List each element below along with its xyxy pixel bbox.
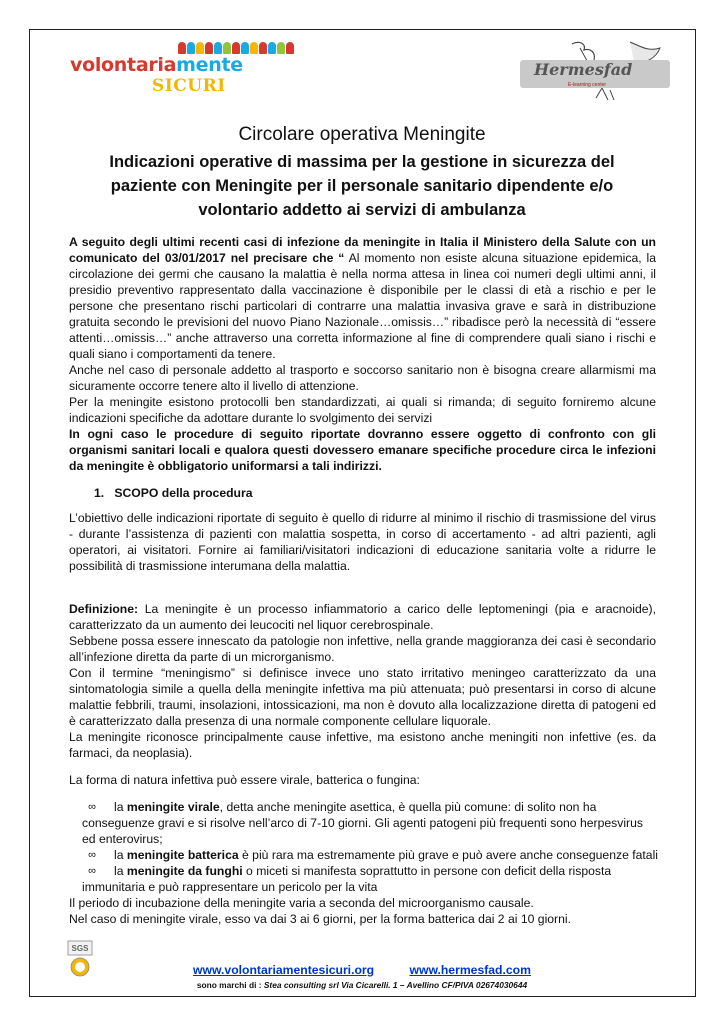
logo-word [70, 54, 243, 76]
logo-sicuri: SICURI [152, 76, 226, 96]
intro-text-1: Al momento non esiste alcuna situazione epidemica, la circolazione dei germi che causano la malattia è nella norma attesa in linea coi numeri degli ultimi anni, il presidio preventivo rappresentato dalla vaccinazione è disponibile per le classi di età a rischio e per le persone che presentano rischi particolari di contrarre una malattia invasiva grave e sarà in distribuzione gratuita secondo le previsioni del nuovo Piano Nazionale…omissis…” ribadisce però la necessità di “essere attenti…omissis…” anche attraverso una corretta informazione al fine di comprendere quali siano i rischi e quali siano i comportamenti da tenere. [69, 251, 656, 361]
section-heading-text: SCOPO della procedura [114, 486, 253, 500]
bullet-text: la [114, 848, 127, 862]
bullet-text: o miceti si manifesta soprattutto in persone con deficit della risposta [242, 864, 612, 878]
volontariamente-link[interactable]: www.volontariamentesicuri.org [193, 963, 375, 977]
footer-note [0, 980, 724, 990]
section-number: 1. [94, 486, 105, 500]
footer-note-italic: Stea consulting srl Via Cicarelli. 1 – Avellino CF/PIVA 02674030644 [263, 980, 528, 990]
volontariamente-sicuri-logo [66, 40, 256, 100]
incubation-text-2: Nel caso di meningite virale, esso va dai 3 ai 6 giorni, per la forma batterica dai 2 ai 10 giorni. [69, 912, 571, 926]
definition-label: Definizione: [69, 602, 139, 616]
hermesfad-logo [510, 38, 680, 100]
people-figures-icon [178, 42, 294, 54]
incubation-paragraph [69, 895, 656, 927]
intro-bold-end: In ogni caso le procedure di seguito riportate dovranno essere oggetto di confronto con gli organismi sanitari locali e qualora questi dovessero emanare specifiche procedure circa le infezioni da meningite è obbligatorio uniformarsi a tali indirizzi. [69, 427, 656, 473]
bullet-text: è più rara ma estremamente più grave e può avere anche conseguenze fatali [238, 848, 658, 862]
intro-bold-lead: A seguito degli ultimi recenti casi di infezione da meningite in Italia il Ministero della Salute con un comunicato del 03/01/2017 nel precisare che “ [69, 235, 656, 265]
list-item [82, 799, 662, 847]
section-1-text: L’obiettivo delle indicazioni riportate di seguito è quello di ridurre al minimo il rischio di trasmissione del virus - durante l’assistenza di pazienti con malattia sospetta, in corso di accertamento - ad altri pazienti, agli operatori, ai visitatori. Fornire ai familiari/visitatori indicazioni di educazione sanitaria volte a ridurre le possibilità di trasmissione interumana della malattia. [69, 511, 656, 573]
bullet-bold: meningite da funghi [126, 864, 243, 878]
document-title: Circolare operativa Meningite [238, 124, 486, 145]
intro-text-3: Per la meningite esistono protocolli ben standardizzati, ai quali si rimanda; di seguito forniremo alcune indicazioni specifiche da adottare durante lo svolgimento dei servizi [69, 395, 656, 425]
bullet-continuation: ed enterovirus; [82, 832, 163, 846]
definition-text-1: La meningite è un processo infiammatorio a carico delle leptomeningi (pia e aracnoide), caratterizzato da un aumento dei leucociti nel liquor cerebrospinale. [69, 602, 656, 632]
list-item [82, 847, 662, 863]
bullet-text: la [114, 800, 127, 814]
bullet-bold: meningite batterica [126, 848, 239, 862]
footer-links [0, 963, 724, 977]
incubation-text-1: Il periodo di incubazione della meningite varia a seconda del microorganismo causale. [69, 896, 534, 910]
bullet-text: , detta anche meningite asettica, è quella più comune: di solito non ha [219, 800, 597, 814]
bullet-continuation: conseguenze gravi e si risolve nell’arco di 7-10 giorni. Gli agenti patogeni più frequenti sono herpesvirus [82, 816, 643, 830]
definition-text-3: Con il termine “meningismo” si definisce invece uno stato irritativo meningeo caratterizzato da una sintomatologia simile a quella della meningite infettiva ma più attenuata; può presentarsi in corso di alcune malattie febbrili, traumi, insolazioni, intossicazioni, ma non è dovuto alla localizzazione diretta di patogeni ed è caratterizzato dalla presenza di una normale componente cellulare liquorale. [69, 666, 656, 728]
hermesfad-wordmark: Hermesfad [534, 60, 633, 79]
definition-paragraph [69, 601, 656, 761]
intro-text-2: Anche nel caso di personale addetto al trasporto e soccorso sanitario non è bisogna creare allarmismi ma sicuramente occorre tenere alto il livello di attenzione. [69, 363, 656, 393]
forms-list [82, 799, 662, 895]
footer-note-bold: sono marchi di : [196, 980, 264, 990]
section-1-heading [94, 486, 253, 500]
logo-word-red: volontaria [70, 54, 177, 76]
sgs-label: SGS [71, 944, 89, 953]
bullet-bold: meningite virale [126, 800, 220, 814]
intro-paragraph [69, 234, 656, 474]
infinity-bullet-icon: ∞ [88, 865, 96, 877]
bullet-text: la [114, 864, 127, 878]
logo-word-blue: mente [176, 54, 243, 76]
hermesfad-tagline: E-learning center [568, 82, 607, 88]
hermesfad-link[interactable]: www.hermesfad.com [409, 963, 531, 977]
definition-text-2: Sebbene possa essere innescato da patologie non infettive, nella grande maggioranza dei casi è secondario all’infezione diretta da parte di un microrganismo. [69, 634, 656, 664]
definition-text-4: La meningite riconosce principalmente cause infettive, ma esistono anche meningiti non infettive (es. da farmaci, da neoplasia). [69, 730, 656, 760]
infinity-bullet-icon: ∞ [88, 849, 96, 861]
bullet-continuation: immunitaria e può rappresentare un pericolo per la vita [82, 880, 378, 894]
list-item [82, 863, 662, 895]
document-subtitle: Indicazioni operative di massima per la gestione in sicurezza del paziente con Meningite per il personale sanitario dipendente e/o volontario addetto ai servizi di ambulanza [109, 153, 615, 219]
infinity-bullet-icon: ∞ [88, 801, 96, 813]
forms-intro: La forma di natura infettiva può essere virale, batterica o fungina: [69, 773, 420, 787]
